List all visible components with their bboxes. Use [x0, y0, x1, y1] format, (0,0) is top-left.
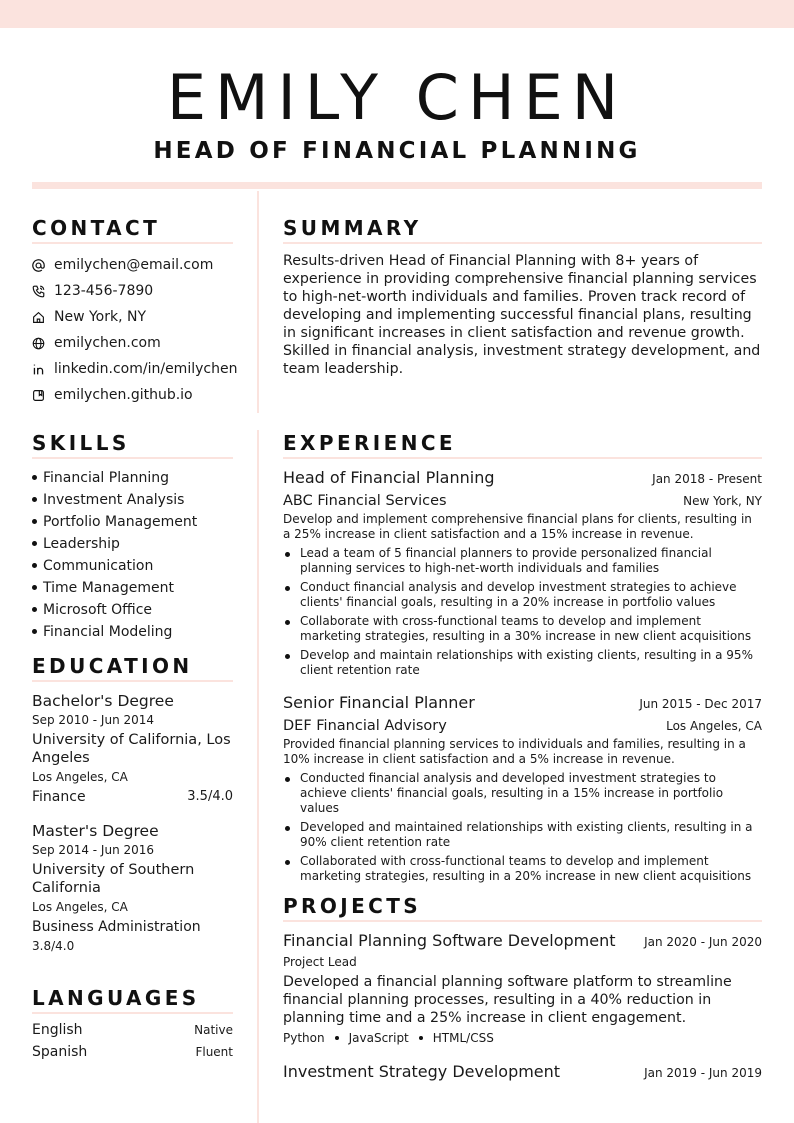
bullet-text: Collaborate with cross-functional teams to develop and implement marketing strategies, resulting in a 30% increase in new client acquisitions: [300, 614, 752, 643]
bullet-text: Collaborated with cross-functional teams to develop and implement marketing strategies, resulting in a 20% increase in new client acquisitions: [300, 854, 752, 883]
contact-linkedin[interactable]: [32, 356, 238, 382]
project-dates: Jan 2019 - Jun 2019: [644, 1066, 762, 1080]
column-divider-top: [257, 191, 259, 413]
globe-icon: [32, 337, 54, 350]
job-dates: Jun 2015 - Dec 2017: [639, 697, 762, 711]
edu-dates: Sep 2010 - Jun 2014: [32, 713, 155, 727]
bullet-text: Lead a team of 5 financial planners to provide personalized financial planning services to high-net-worth individuals and families: [300, 546, 712, 575]
edu-location: Los Angeles, CA: [32, 900, 128, 914]
project-entry: [283, 930, 762, 1047]
linkedin-icon: [32, 363, 54, 376]
bullet-icon: [285, 777, 290, 782]
bullet-icon: [285, 654, 290, 659]
job-entry: [283, 467, 762, 678]
section-heading: LANGUAGES: [32, 986, 233, 1014]
top-accent-bar: [0, 0, 794, 28]
edu-location: Los Angeles, CA: [32, 770, 128, 784]
skill-label: Microsoft Office: [43, 602, 153, 618]
home-icon: [32, 311, 54, 324]
bullet-icon: [32, 607, 37, 612]
degree: Master's Degree: [32, 822, 159, 840]
bullet-icon: [32, 541, 37, 546]
at-icon: [32, 259, 54, 272]
contact-email-text: emilychen@email.com: [54, 257, 214, 273]
section-heading: PROJECTS: [283, 894, 762, 922]
job-title: Senior Financial Planner: [283, 693, 475, 712]
bullet-icon: [32, 475, 37, 480]
list-item: [32, 555, 233, 577]
job-company: ABC Financial Services: [283, 493, 447, 509]
job-dates: Jan 2018 - Present: [652, 472, 762, 486]
list-item: [32, 533, 233, 555]
language-row: [32, 1044, 233, 1066]
contact-email[interactable]: [32, 252, 233, 278]
edu-field-row: [32, 916, 233, 938]
section-heading: SUMMARY: [283, 216, 762, 244]
bullet-text: Developed and maintained relationships with existing clients, resulting in a 90% client retention rate: [300, 820, 753, 849]
job-bullets: [283, 771, 762, 884]
candidate-name: EMILY CHEN: [166, 61, 628, 134]
project-title: Financial Planning Software Development: [283, 931, 616, 950]
list-item: [32, 467, 233, 489]
project-role: Project Lead: [283, 955, 357, 969]
phone-icon: [32, 285, 54, 298]
section-heading: EXPERIENCE: [283, 431, 762, 459]
contact-website[interactable]: [32, 330, 233, 356]
skill-label: Portfolio Management: [43, 514, 198, 530]
school: University of Southern California: [32, 862, 195, 896]
education-entry: [32, 820, 233, 955]
bullet-icon: [32, 629, 37, 634]
list-item: [32, 621, 233, 643]
skill-label: Leadership: [43, 536, 120, 552]
project-description: Developed a financial planning software platform to streamline financial planning processes, resulting in a 40% reduction in planning time and a 25% increase in client engagement.: [283, 974, 732, 1026]
bullet-icon: [32, 497, 37, 502]
bullet-text: Develop and maintain relationships with existing clients, resulting in a 95% client retention rate: [300, 648, 753, 677]
contact-location: [32, 304, 233, 330]
skill-label: Financial Planning: [43, 470, 170, 486]
list-item: [32, 511, 233, 533]
skills-section: [32, 431, 233, 643]
bullet-icon: [285, 620, 290, 625]
education-entry: [32, 690, 233, 808]
list-item: [283, 771, 762, 816]
skill-list: [32, 467, 233, 643]
edu-field-row: [32, 786, 233, 808]
education-section: [32, 654, 233, 955]
language-name: English: [32, 1022, 83, 1038]
tech-tag: Python: [283, 1031, 325, 1045]
job-description: Provided financial planning services to individuals and families, resulting in a 10% increase in client satisfaction and a 5% increase in revenue.: [283, 737, 746, 766]
list-item: [32, 577, 233, 599]
edu-field: Finance: [32, 789, 86, 805]
contact-location-text: New York, NY: [54, 309, 147, 325]
github-icon: [32, 389, 54, 402]
edu-field: Business Administration: [32, 919, 201, 935]
language-row: [32, 1022, 233, 1044]
contact-linkedin-text: linkedin.com/in/emilychen: [54, 361, 238, 377]
bullet-icon: [32, 585, 37, 590]
tech-tag: HTML/CSS: [432, 1031, 494, 1045]
bullet-icon: [285, 586, 290, 591]
contact-list: [32, 252, 238, 408]
experience-section: [283, 431, 762, 888]
job-bullets: [283, 546, 762, 678]
list-item: [283, 546, 762, 576]
contact-phone[interactable]: [32, 278, 233, 304]
skill-label: Communication: [43, 558, 154, 574]
summary-text: Results-driven Head of Financial Planning with 8+ years of experience in providing comprehensive financial planning services to high-net-worth individuals and families. Proven track record of developing and implementing successful financial plans, resulting in significant increases in client satisfaction and revenue growth. Skilled in financial analysis, investment strategy development, and team leadership.: [283, 253, 761, 377]
bullet-text: Conducted financial analysis and developed investment strategies to achieve clients' financial goals, resulting in a 15% increase in portfolio values: [300, 771, 724, 815]
separator-dot-icon: [419, 1036, 423, 1040]
language-level: Native: [194, 1023, 233, 1037]
bullet-icon: [32, 563, 37, 568]
language-list: [32, 1022, 233, 1066]
language-level: Fluent: [195, 1045, 233, 1059]
skill-label: Financial Modeling: [43, 624, 173, 640]
section-heading: CONTACT: [32, 216, 233, 244]
skill-label: Time Management: [43, 580, 174, 596]
school: University of California, Los Angeles: [32, 732, 231, 766]
job-location: Los Angeles, CA: [666, 719, 762, 733]
contact-website-text: emilychen.com: [54, 335, 161, 351]
edu-gpa: 3.8/4.0: [32, 939, 75, 953]
contact-phone-text: 123-456-7890: [54, 283, 154, 299]
contact-section: [32, 216, 238, 408]
degree: Bachelor's Degree: [32, 692, 174, 710]
contact-github-text: emilychen.github.io: [54, 387, 193, 403]
tech-tag: JavaScript: [348, 1031, 409, 1045]
edu-gpa: 3.5/4.0: [187, 789, 233, 804]
job-company: DEF Financial Advisory: [283, 718, 447, 734]
edu-dates: Sep 2014 - Jun 2016: [32, 843, 155, 857]
list-item: [283, 614, 762, 644]
contact-github[interactable]: [32, 382, 233, 408]
languages-section: [32, 986, 233, 1066]
bullet-icon: [285, 860, 290, 865]
skill-label: Investment Analysis: [43, 492, 185, 508]
list-item: [283, 854, 762, 884]
job-title: Head of Financial Planning: [283, 468, 495, 487]
job-entry: [283, 692, 762, 884]
job-description: Develop and implement comprehensive financial plans for clients, resulting in a 25% increase in client satisfaction and a 15% increase in revenue.: [283, 512, 752, 541]
separator-dot-icon: [335, 1036, 339, 1040]
list-item: [283, 580, 762, 610]
summary-section: [283, 216, 762, 378]
list-item: [32, 489, 233, 511]
projects-section: [283, 894, 762, 1083]
resume-header: [0, 62, 794, 166]
header-divider: [32, 182, 762, 189]
bullet-icon: [285, 826, 290, 831]
job-location: New York, NY: [683, 494, 762, 508]
column-divider-bottom: [257, 430, 259, 1123]
project-entry: [283, 1061, 762, 1083]
bullet-text: Conduct financial analysis and develop investment strategies to achieve clients' financial goals, resulting in a 20% increase in portfolio values: [300, 580, 737, 609]
bullet-icon: [32, 519, 37, 524]
project-dates: Jan 2020 - Jun 2020: [644, 935, 762, 949]
list-item: [283, 648, 762, 678]
section-heading: SKILLS: [32, 431, 233, 459]
section-heading: EDUCATION: [32, 654, 233, 682]
project-tech-stack: [283, 1029, 762, 1047]
candidate-title: HEAD OF FINANCIAL PLANNING: [153, 138, 641, 164]
list-item: [32, 599, 233, 621]
list-item: [283, 820, 762, 850]
language-name: Spanish: [32, 1044, 88, 1060]
project-title: Investment Strategy Development: [283, 1062, 561, 1081]
bullet-icon: [285, 552, 290, 557]
